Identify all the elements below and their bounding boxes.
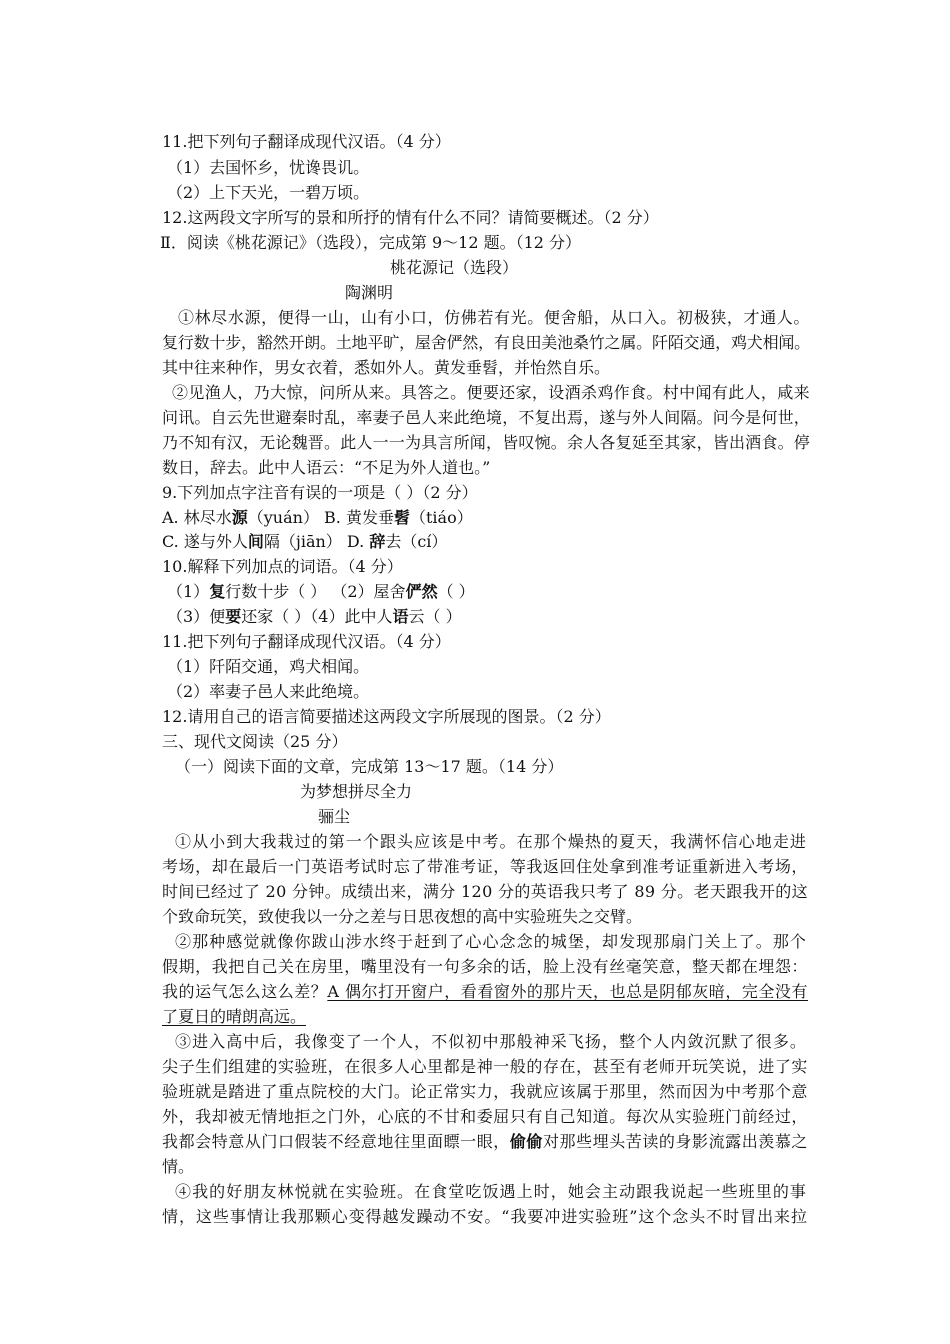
line-text: （1）阡陌交通，鸡犬相闻。 bbox=[167, 657, 370, 676]
line-text: （yuán） B. 黄发垂 bbox=[247, 508, 394, 527]
text-line bbox=[162, 557, 403, 577]
text-line bbox=[162, 132, 451, 152]
text-line bbox=[175, 932, 807, 952]
text-line bbox=[167, 682, 369, 702]
text-line bbox=[162, 857, 808, 877]
text-line bbox=[160, 233, 581, 253]
line-text: 11.把下列句子翻译成现代汉语。（4 分） bbox=[162, 632, 451, 651]
text-line bbox=[300, 782, 412, 802]
text-line bbox=[175, 832, 807, 852]
line-text: 三、现代文阅读（25 分） bbox=[162, 732, 348, 751]
text-line bbox=[345, 283, 393, 303]
underlined-text: A 偶尔打开窗户，看看窗外的那片天，也总是阴郁灰暗，完全没有 bbox=[327, 982, 808, 1001]
line-text: （2）率妻子邑人来此绝境。 bbox=[167, 682, 370, 701]
line-text: 行数十步（ ） （2）屋舍 bbox=[225, 582, 406, 601]
line-text: 11.把下列句子翻译成现代汉语。（4 分） bbox=[162, 132, 451, 151]
text-line bbox=[162, 1082, 808, 1102]
text-line bbox=[162, 358, 610, 378]
text-line bbox=[162, 1007, 306, 1027]
line-text: ①林尽水源，便得一山，山有小口，仿佛若有光。便舍船，从口入。初极狭，才通人。 bbox=[178, 308, 810, 327]
line-text: 假期，我把自己关在房里，嘴里没有一句多余的话，脸上没有丝毫笑意，整天都在埋怨： bbox=[162, 957, 808, 976]
line-text: （1） bbox=[167, 582, 210, 601]
line-text: 云（ ） bbox=[408, 607, 462, 626]
emphasized-char: 偷偷 bbox=[509, 1132, 543, 1151]
line-text: ②那种感觉就像你跋山涉水终于赶到了心心念念的城堡，却发现那扇门关上了。那个 bbox=[175, 932, 807, 951]
line-text: C. 遂与外人 bbox=[162, 532, 248, 551]
text-line bbox=[162, 1132, 808, 1152]
emphasized-char: 俨然 bbox=[405, 582, 438, 601]
line-text: 考场，却在最后一门英语考试时忘了带准考证，等我返回住处拿到准考证重新进入考场， bbox=[162, 857, 808, 876]
text-line bbox=[167, 158, 369, 178]
line-text: ④我的好朋友林悦就在实验班。在食堂吃饭遇上时，她会主动跟我说起一些班里的事 bbox=[175, 1182, 807, 1201]
text-line bbox=[390, 258, 518, 278]
text-line bbox=[175, 757, 563, 777]
line-text: 其中往来种作，男女衣着，悉如外人。黄发垂髫，并怡然自乐。 bbox=[162, 358, 611, 377]
text-line bbox=[162, 532, 447, 552]
underlined-text: 了夏日的晴朗高远。 bbox=[162, 1007, 307, 1026]
text-line bbox=[162, 1057, 808, 1077]
line-text: 桃花源记（选段） bbox=[390, 258, 519, 277]
line-text: 个致命玩笑，致使我以一分之差与日思夜想的高中实验班失之交臂。 bbox=[162, 907, 643, 926]
line-text: 情，这些事情让我那颗心变得越发躁动不安。“我要冲进实验班”这个念头不时冒出来拉 bbox=[162, 1207, 808, 1226]
line-text: ②见渔人，乃大惊，问所从来。具答之。便要还家，设酒杀鸡作食。村中闻有此人，咸来 bbox=[172, 383, 810, 402]
text-line bbox=[162, 732, 347, 752]
line-text: 隔（jiān） D. bbox=[263, 532, 370, 551]
text-line bbox=[167, 657, 369, 677]
text-line bbox=[162, 433, 810, 453]
emphasized-char: 语 bbox=[392, 607, 409, 626]
text-line bbox=[162, 907, 642, 927]
text-line bbox=[162, 1107, 808, 1127]
line-text: 对那些埋头苦读的身影流露出羡慕之 bbox=[542, 1132, 808, 1151]
text-line bbox=[175, 1182, 807, 1202]
text-line bbox=[162, 483, 478, 503]
line-text: 外，我却被无情地拒之门外，心底的不甘和委屈只有自己知道。每次从实验班门前经过， bbox=[162, 1107, 808, 1126]
line-text: 陶渊明 bbox=[345, 283, 394, 302]
text-line bbox=[162, 632, 451, 652]
emphasized-char: 间 bbox=[247, 532, 264, 551]
text-line bbox=[162, 408, 810, 428]
line-text: 情。 bbox=[162, 1157, 195, 1176]
emphasized-char: 复 bbox=[209, 582, 226, 601]
text-line bbox=[162, 458, 490, 478]
line-text: 9.下列加点字注音有误的一项是（ ）（2 分） bbox=[162, 483, 478, 502]
line-text: 验班就是踏进了重点院校的大门。论正常实力，我就应该属于那里，然而因为中考那个意 bbox=[162, 1082, 808, 1101]
emphasized-char: 要 bbox=[225, 607, 242, 626]
line-text: 复行数十步，豁然开朗。土地平旷，屋舍俨然，有良田美池桑竹之属。阡陌交通，鸡犬相闻。 bbox=[162, 333, 810, 352]
line-text: 还家（ ）（4）此中人 bbox=[241, 607, 393, 626]
line-text: 12.请用自己的语言简要描述这两段文字所展现的图景。（2 分） bbox=[162, 707, 611, 726]
emphasized-char: 辞 bbox=[369, 532, 386, 551]
text-line bbox=[162, 333, 810, 353]
line-text: （1）去国怀乡，忧谗畏讥。 bbox=[167, 158, 370, 177]
line-text: （2）上下天光，一碧万顷。 bbox=[167, 183, 370, 202]
line-text: 骊尘 bbox=[318, 807, 351, 826]
text-line bbox=[162, 707, 611, 727]
line-text: ③进入高中后，我像变了一个人，不似初中那般神采飞扬，整个人内敛沉默了很多。 bbox=[175, 1032, 807, 1051]
line-text: 数日，辞去。此中人语云：“不足为外人道也。” bbox=[162, 458, 491, 477]
text-line bbox=[318, 807, 350, 827]
text-line bbox=[172, 383, 810, 403]
line-text: 12.这两段文字所写的景和所抒的情有什么不同？请简要概述。（2 分） bbox=[162, 208, 659, 227]
emphasized-char: 髫 bbox=[393, 508, 410, 527]
line-text: 我的运气怎么这么差？ bbox=[162, 982, 328, 1001]
line-text: 我都会特意从门口假装不经意地往里面瞟一眼， bbox=[162, 1132, 510, 1151]
text-line bbox=[167, 582, 475, 602]
line-text: （一）阅读下面的文章，完成第 13～17 题。（14 分） bbox=[175, 757, 564, 776]
line-text: 时间已经过了 20 分钟。成绩出来，满分 120 分的英语我只考了 89 分。老天跟我开的这 bbox=[162, 882, 808, 901]
text-line bbox=[167, 607, 462, 627]
line-text: 为梦想拼尽全力 bbox=[300, 782, 413, 801]
text-line bbox=[162, 982, 808, 1002]
line-text: 去（cí） bbox=[385, 532, 448, 551]
text-line bbox=[178, 308, 810, 328]
text-line bbox=[162, 1157, 194, 1177]
line-text: ①从小到大我栽过的第一个跟头应该是中考。在那个燥热的夏天，我满怀信心地走进 bbox=[175, 832, 807, 851]
text-line bbox=[167, 183, 369, 203]
line-text: 问讯。自云先世避秦时乱，率妻子邑人来此绝境，不复出焉，遂与外人间隔。问今是何世， bbox=[162, 408, 810, 427]
emphasized-char: 源 bbox=[231, 508, 248, 527]
line-text: 尖子生们组建的实验班，在很多人心里都是神一般的存在，甚至有老师开玩笑说，进了实 bbox=[162, 1057, 808, 1076]
text-line bbox=[162, 882, 808, 902]
text-line bbox=[162, 957, 808, 977]
line-text: （3）便 bbox=[167, 607, 226, 626]
line-text: （tiáo） bbox=[409, 508, 473, 527]
line-text: A. 林尽水 bbox=[162, 508, 232, 527]
text-line bbox=[162, 208, 659, 228]
line-text: （ ） bbox=[437, 582, 475, 601]
text-line bbox=[162, 1207, 808, 1227]
line-text: 10.解释下列加点的词语。（4 分） bbox=[162, 557, 403, 576]
text-line bbox=[162, 508, 473, 528]
line-text: 乃不知有汉，无论魏晋。此人一一为具言所闻，皆叹惋。余人各复延至其家，皆出酒食。停 bbox=[162, 433, 810, 452]
line-text: Ⅱ．阅读《桃花源记》（选段），完成第 9～12 题。（12 分） bbox=[160, 233, 582, 252]
text-line bbox=[175, 1032, 807, 1052]
